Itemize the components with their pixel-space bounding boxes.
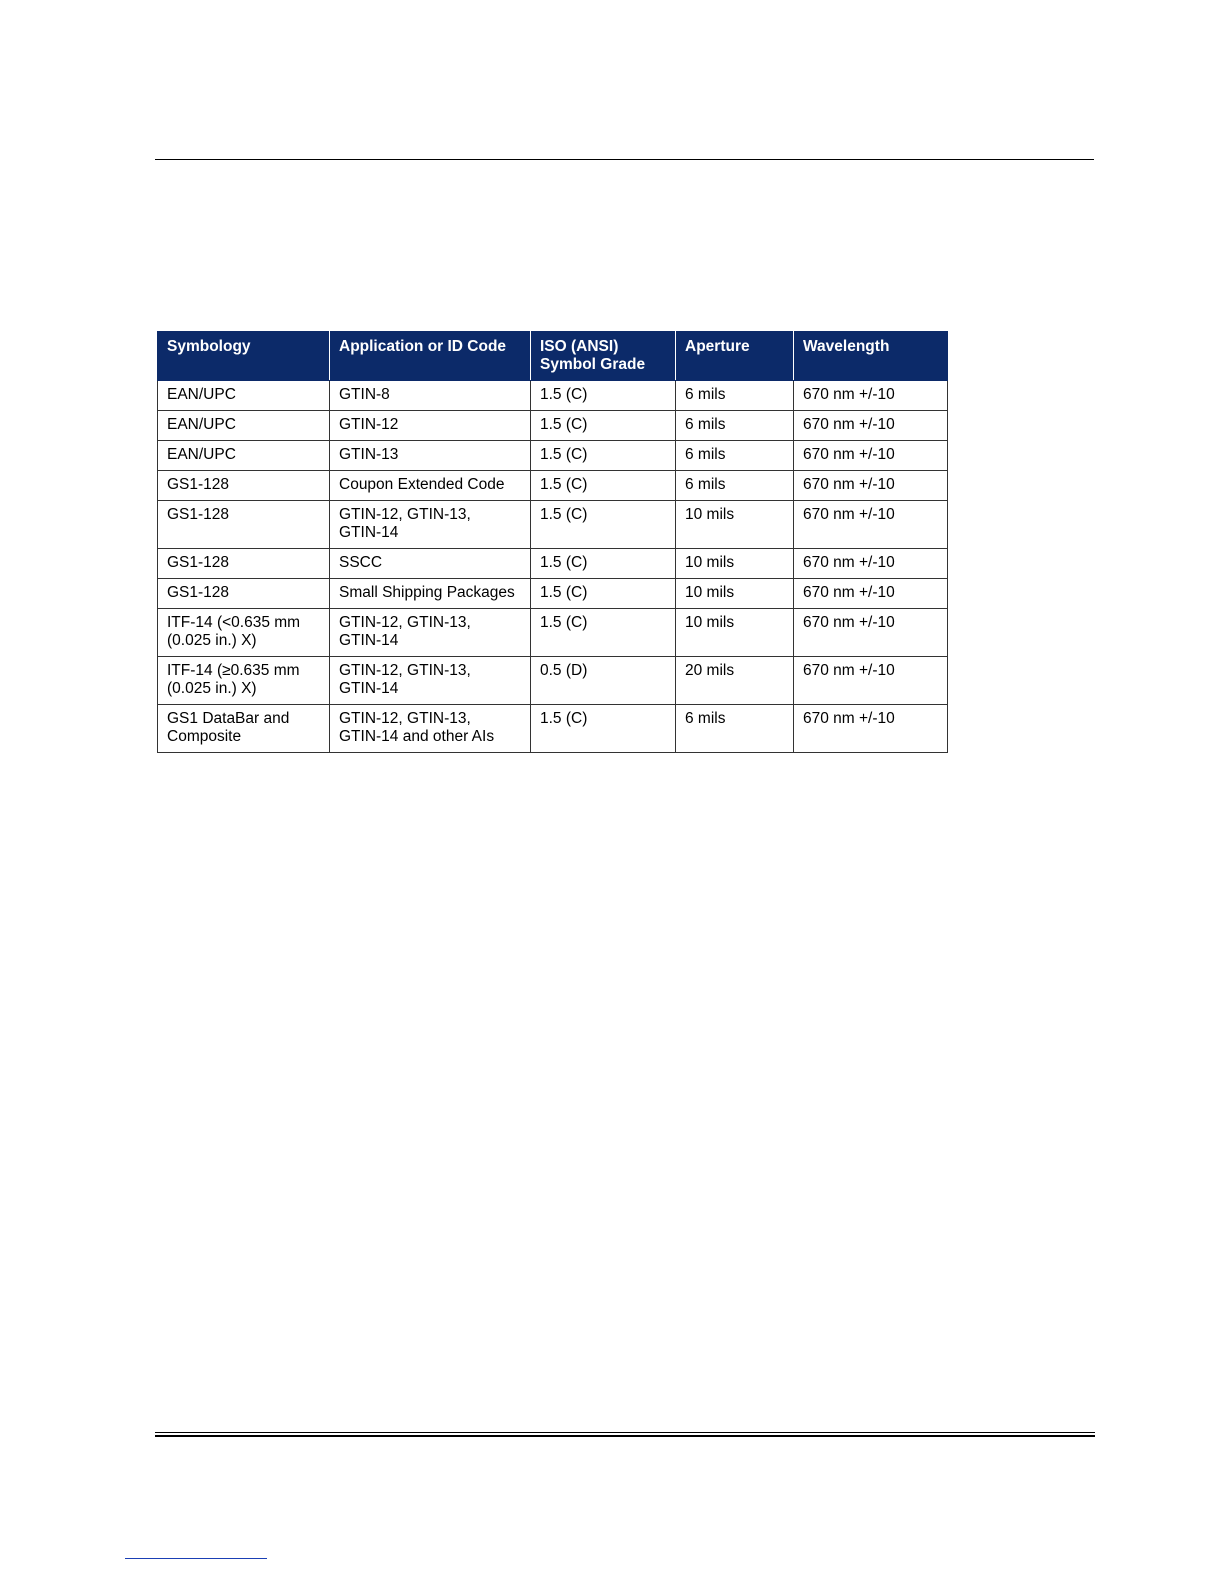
cell-aperture: 6 mils: [676, 705, 794, 753]
cell-symbology: ITF-14 (≥0.635 mm (0.025 in.) X): [158, 657, 330, 705]
cell-application: SSCC: [330, 549, 531, 579]
table-row: [158, 501, 948, 549]
cell-application: GTIN-12, GTIN-13, GTIN-14: [330, 609, 531, 657]
cell-application: Coupon Extended Code: [330, 471, 531, 501]
table-row: [158, 441, 948, 471]
header-rule: [155, 159, 1094, 160]
cell-wavelength: 670 nm +/-10: [794, 441, 948, 471]
cell-wavelength: 670 nm +/-10: [794, 411, 948, 441]
header-wavelength: Wavelength: [794, 332, 948, 381]
cell-aperture: 10 mils: [676, 549, 794, 579]
cell-symbology: GS1-128: [158, 549, 330, 579]
symbology-spec-table: [157, 331, 948, 753]
cell-application: GTIN-13: [330, 441, 531, 471]
cell-wavelength: 670 nm +/-10: [794, 549, 948, 579]
cell-wavelength: 670 nm +/-10: [794, 657, 948, 705]
cell-symbology: GS1-128: [158, 579, 330, 609]
cell-symbology: EAN/UPC: [158, 411, 330, 441]
cell-symbology: GS1 DataBar and Composite: [158, 705, 330, 753]
cell-symbology: GS1-128: [158, 471, 330, 501]
cell-symbology: ITF-14 (<0.635 mm (0.025 in.) X): [158, 609, 330, 657]
cell-aperture: 6 mils: [676, 471, 794, 501]
cell-grade: 1.5 (C): [531, 471, 676, 501]
footer-rule-thick: [155, 1435, 1095, 1437]
cell-symbology: EAN/UPC: [158, 381, 330, 411]
cell-aperture: 6 mils: [676, 441, 794, 471]
table-row: [158, 705, 948, 753]
footer-rule: [155, 1432, 1095, 1433]
header-aperture: Aperture: [676, 332, 794, 381]
cell-aperture: 6 mils: [676, 411, 794, 441]
cell-wavelength: 670 nm +/-10: [794, 471, 948, 501]
table-row: [158, 609, 948, 657]
table-header-row: [158, 332, 948, 381]
cell-grade: 1.5 (C): [531, 501, 676, 549]
table-row: [158, 657, 948, 705]
header-symbology: Symbology: [158, 332, 330, 381]
cell-application: GTIN-12, GTIN-13, GTIN-14: [330, 501, 531, 549]
cell-wavelength: 670 nm +/-10: [794, 705, 948, 753]
table-row: [158, 381, 948, 411]
table-row: [158, 579, 948, 609]
cell-aperture: 10 mils: [676, 501, 794, 549]
table-row: [158, 549, 948, 579]
cell-aperture: 20 mils: [676, 657, 794, 705]
cell-grade: 0.5 (D): [531, 657, 676, 705]
cell-grade: 1.5 (C): [531, 411, 676, 441]
cell-application: GTIN-12, GTIN-13, GTIN-14 and other AIs: [330, 705, 531, 753]
cell-application: Small Shipping Packages: [330, 579, 531, 609]
cell-grade: 1.5 (C): [531, 579, 676, 609]
cell-grade: 1.5 (C): [531, 609, 676, 657]
cell-aperture: 10 mils: [676, 609, 794, 657]
cell-grade: 1.5 (C): [531, 549, 676, 579]
table-row: [158, 411, 948, 441]
cell-aperture: 10 mils: [676, 579, 794, 609]
cell-grade: 1.5 (C): [531, 705, 676, 753]
cell-grade: 1.5 (C): [531, 441, 676, 471]
table-row: [158, 471, 948, 501]
cell-wavelength: 670 nm +/-10: [794, 579, 948, 609]
header-iso-ansi-symbol-grade: ISO (ANSI) Symbol Grade: [531, 332, 676, 381]
cell-wavelength: 670 nm +/-10: [794, 501, 948, 549]
cell-wavelength: 670 nm +/-10: [794, 609, 948, 657]
cell-application: GTIN-12, GTIN-13, GTIN-14: [330, 657, 531, 705]
footer-link-underline: [125, 1558, 267, 1559]
header-application-id-code: Application or ID Code: [330, 332, 531, 381]
cell-grade: 1.5 (C): [531, 381, 676, 411]
cell-symbology: EAN/UPC: [158, 441, 330, 471]
cell-aperture: 6 mils: [676, 381, 794, 411]
cell-application: GTIN-8: [330, 381, 531, 411]
cell-symbology: GS1-128: [158, 501, 330, 549]
cell-application: GTIN-12: [330, 411, 531, 441]
cell-wavelength: 670 nm +/-10: [794, 381, 948, 411]
